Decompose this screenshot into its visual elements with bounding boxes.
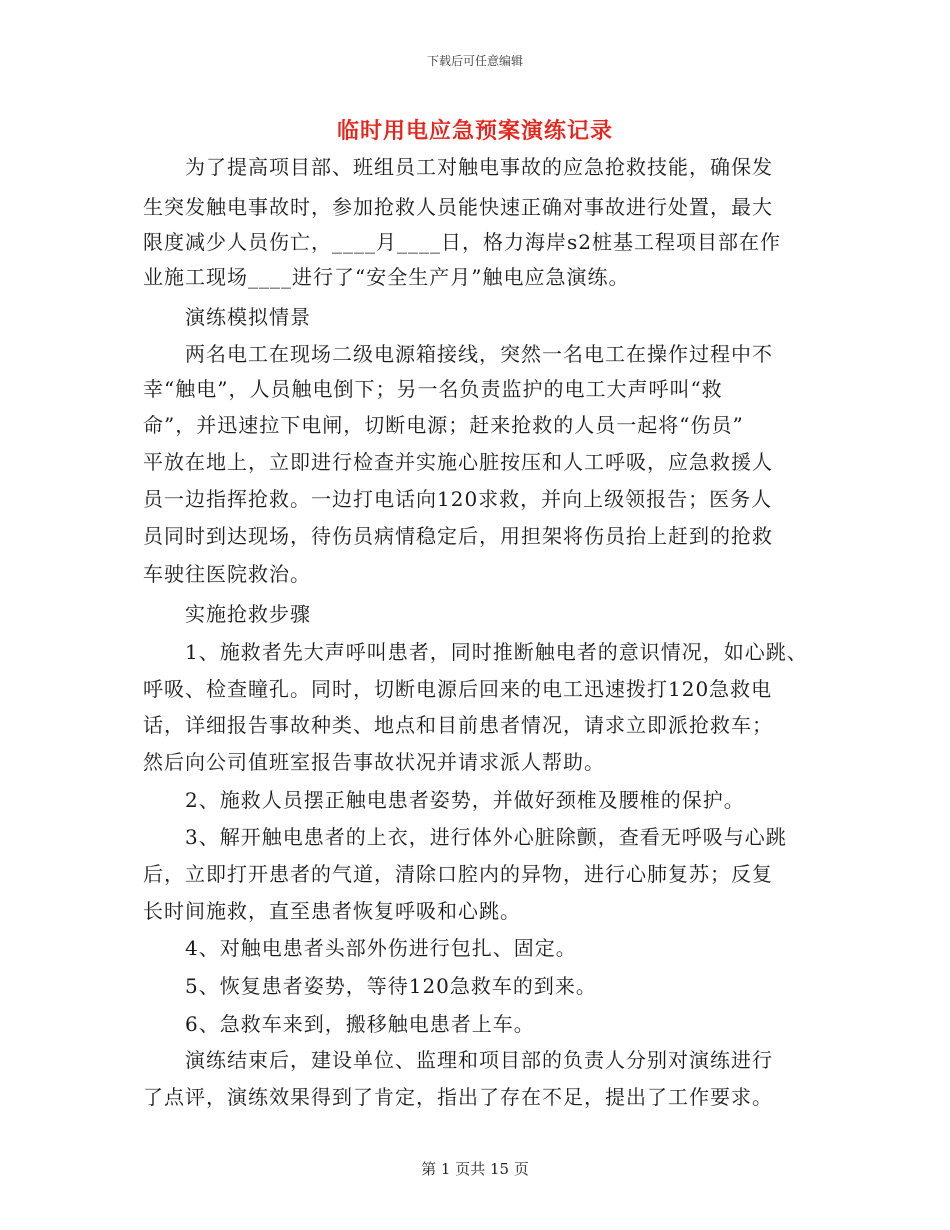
body-line: 员一边指挥抢救。一边打电话向120求救，并向上级领报告；医务人 (143, 487, 773, 511)
document-title: 临时用电应急预案演练记录 (336, 118, 613, 144)
step-line: 后，立即打开患者的气道，清除口腔内的异物，进行心肺复苏；反复 (143, 862, 773, 886)
body-line: 两名电工在现场二级电源箱接线，突然一名电工在操作过程中不 (143, 342, 773, 366)
body-line: 员同时到达现场，待伤员病情稳定后，用担架将伤员抬上赶到的抢救 (143, 524, 773, 548)
step-line: 长时间施救，直至患者恢复呼吸和心跳。 (143, 899, 521, 923)
body-line: 为了提高项目部、班组员工对触电事故的应急抢救技能，确保发 (143, 155, 773, 179)
step-line: 呼吸、检查瞳孔。同时，切断电源后回来的电工迅速拨打120急救电 (143, 677, 773, 701)
step-line: 5、恢复患者姿势，等待120急救车的到来。 (143, 974, 597, 998)
step-line: 话，详细报告事故种类、地点和目前患者情况，请求立即派抢救车； (143, 713, 773, 737)
step-line: 然后向公司值班室报告事故状况并请求派人帮助。 (143, 750, 605, 774)
body-line: 车驶往医院救治。 (143, 562, 311, 586)
step-line: 4、对触电患者头部外伤进行包扎、固定。 (143, 936, 577, 960)
section-heading: 实施抢救步骤 (143, 602, 311, 626)
step-line: 3、解开触电患者的上衣，进行体外心脏除颤，查看无呼吸与心跳 (143, 825, 787, 849)
body-line: 生突发触电事故时，参加抢救人员能快速正确对事故进行处置，最大 (143, 195, 773, 219)
body-line: 限度减少人员伤亡，____月____日，格力海岸s2桩基工程项目部在作 (143, 230, 781, 254)
body-line: 演练结束后，建设单位、监理和项目部的负责人分别对演练进行 (143, 1048, 773, 1072)
body-line: 了点评，演练效果得到了肯定，指出了存在不足，提出了工作要求。 (143, 1085, 773, 1109)
body-line: 平放在地上，立即进行检查并实施心脏按压和人工呼吸，应急救援人 (143, 450, 773, 474)
header-note: 下载后可任意编辑 (426, 54, 523, 68)
body-line: 业施工现场____进行了“安全生产月”触电应急演练。 (143, 265, 630, 289)
step-line: 1、施救者先大声呼叫患者，同时推断触电者的意识情况，如心跳、 (143, 640, 808, 664)
step-line: 2、施救人员摆正触电患者姿势，并做好颈椎及腰椎的保护。 (143, 788, 745, 812)
body-line: 命”，并迅速拉下电闸，切断电源；赶来抢救的人员一起将“伤员” (143, 413, 744, 437)
body-line: 幸“触电”，人员触电倒下；另一名负责监护的电工大声呼叫“救 (143, 377, 723, 401)
section-heading: 演练模拟情景 (143, 305, 311, 329)
page-number-footer: 第 1 页共 15 页 (421, 1160, 529, 1178)
step-line: 6、急救车来到，搬移触电患者上车。 (143, 1012, 535, 1036)
